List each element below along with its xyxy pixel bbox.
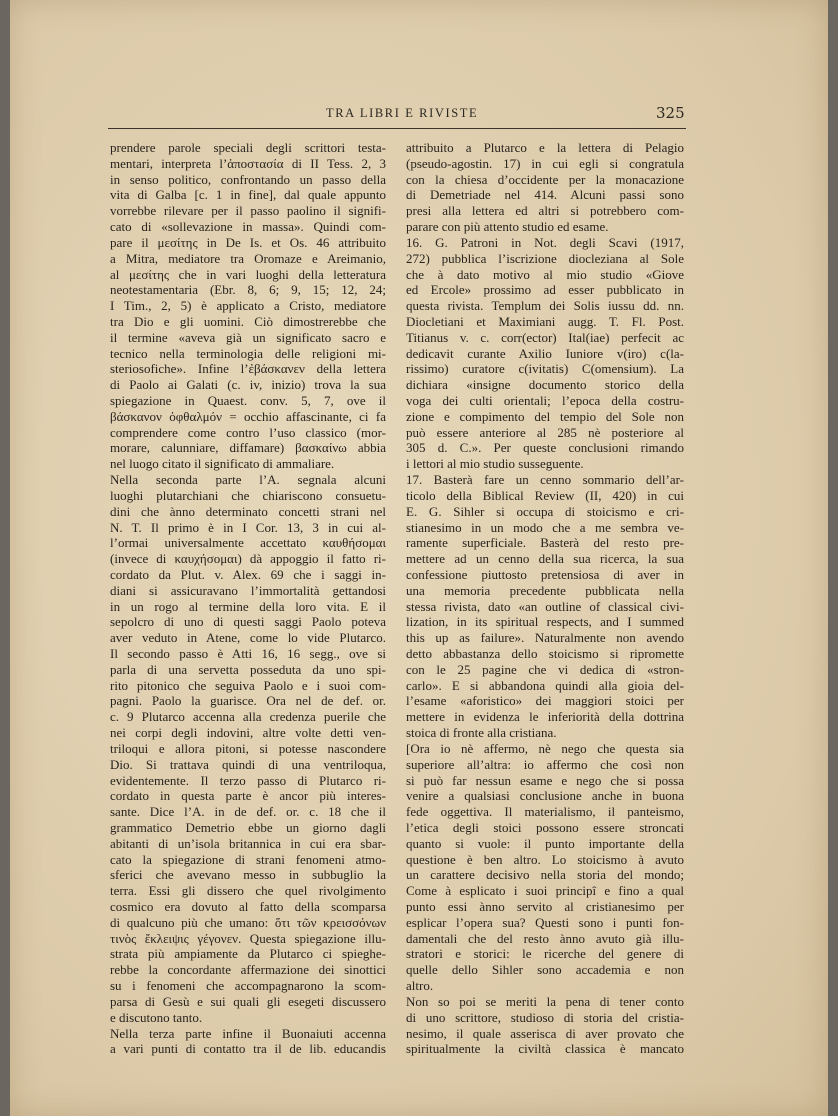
text-line: βάσκανον ὀφθαλμόν = occhio affascinante, ci fa: [110, 408, 386, 424]
text-line: il termine «aveva già un significato sacro e: [110, 329, 386, 345]
text-line: 16. G. Patroni in Not. degli Scavi (1917,: [406, 234, 684, 250]
text-line: cosmico era dovuto al fatto della scomparsa: [110, 899, 386, 914]
text-line: esplicar l’opera sua? Questi sono i punti fon-: [406, 914, 684, 930]
text-line: cordato in questa parte è ancor più interes-: [110, 788, 386, 804]
text-line: triloqui e allora pitoni, si potesse nascondere: [110, 740, 386, 756]
text-line: E. G. Sihler si occupa di stoicismo e cri-: [406, 503, 684, 519]
text-line: diani si assicuravano l’immortalità gettandosi: [110, 582, 386, 598]
text-line: in un rogo al termine della loro vita. E il: [110, 598, 386, 614]
text-line: che à dato motivo al mio studio «Giove: [406, 266, 684, 282]
text-line: Il secondo passo è Atti 16, 16 segg., ove si: [110, 646, 386, 661]
text-line: quelle dello Sihler sono accademia e non: [406, 962, 684, 978]
left-text-column: [110, 140, 386, 1057]
text-line: dini che ànno determinato concetti strani nel: [110, 503, 386, 519]
book-page: [10, 0, 828, 1116]
text-line: grammatico Demetrio ebbe un giorno dagli: [110, 819, 386, 835]
text-line: una memoria precedente pubblicata nella: [406, 582, 684, 598]
text-line: con la chiesa d’occidente per la monacazione: [406, 171, 684, 187]
text-line: al μεσίτης che in vari luoghi della letteratura: [110, 266, 386, 282]
text-line: Nella terza parte infine il Buonaiuti accenna: [110, 1025, 386, 1041]
text-line: neotestamentaria (Ebr. 8, 6; 9, 15; 12, 24;: [110, 282, 386, 298]
right-text-column: [406, 140, 684, 1057]
text-line: su i fenomeni che accompagnarono la scom-: [110, 978, 386, 994]
text-line: attribuito a Plutarco e la lettera di Pelagio: [406, 140, 684, 155]
text-line: Come à esplicato i suoi principî e fino a qual: [406, 883, 684, 899]
text-line: voga dei culti orientali; l’epoca della costru-: [406, 393, 684, 408]
text-line: comprendere come contro l’uso classico (mor-: [110, 424, 386, 440]
text-line: damentali che del resto ànno avuto già illu-: [406, 930, 684, 946]
text-line: 17. Basterà fare un cenno sommario dell’ar-: [406, 472, 684, 488]
text-line: rito pitonico che seguiva Paolo e i suoi com-: [110, 677, 386, 693]
text-line: può essere anteriore al 285 nè posteriore al: [406, 424, 684, 440]
text-line: parare con più attento studio ed esame.: [406, 219, 609, 235]
text-line: τινὸς ἔκλειψις γέγονεν. Questa spiegazione illu-: [110, 930, 386, 946]
text-line: Dio. Si trattava quindi di una ventriloqua,: [110, 756, 386, 772]
text-line: nel luogo citato il significato di ammaliare.: [110, 456, 335, 472]
text-line: e discutono tanto.: [110, 1009, 203, 1025]
text-line: pare il μεσίτης in De Is. et Os. 46 attribuito: [110, 234, 386, 250]
text-line: tecnico nella terminologia delle religioni mi-: [110, 345, 386, 361]
text-line: this up as failure». Naturalmente non avendo: [406, 630, 684, 646]
text-line: nei corpi degli indovini, altre volte detti ven-: [110, 725, 386, 741]
text-line: Titianus v. c. corr(ector) Ital(iae) perfecit ac: [406, 329, 684, 345]
text-line: luoghi plutarchiani che chiariscono consuetu-: [110, 487, 386, 503]
text-line: steriosofiche». Infine l’ἐβάσκανεν della lettera: [110, 361, 386, 377]
text-line: sferici che avevano messo in subbuglio la: [110, 867, 386, 883]
text-line: cato di «sollevazione in massa». Quindi com-: [110, 219, 386, 235]
text-line: a Mitra, mediatore tra Oromaze e Areimanio,: [110, 250, 386, 266]
text-line: zione e compimento del tempio del Sole non: [406, 408, 684, 424]
text-line: fede oggettiva. Il materialismo, il panteismo,: [406, 804, 684, 820]
text-line: Non so poi se meriti la pena di tener conto: [406, 993, 684, 1009]
text-line: vorrebbe rilevare per il passo paolino il signifi-: [110, 203, 386, 219]
text-line: lization, in its spiritual respects, and I summed: [406, 614, 684, 630]
text-line: (pseudo-agostin. 17) in cui egli si congratula: [406, 155, 684, 171]
text-line: pagni. Paolo la guarisce. Ora nel de def. or.: [110, 693, 386, 709]
text-line: ramente superficiale. Basterà del resto pre-: [406, 535, 684, 551]
text-line: vita di Galba [c. 1 in fine], dal quale appunto: [110, 187, 386, 203]
text-line: mettere in evidenza le inferiorità della dottrina: [406, 709, 684, 725]
text-line: in senso politico, confrontando un passo della: [110, 171, 386, 187]
text-line: di Paolo ai Galati (c. iv, inizio) trova la sua: [110, 377, 386, 393]
text-line: l’esame «aforistico» dei maggiori stoici per: [406, 693, 684, 709]
text-line: stianesimo in un modo che a me sembra ve-: [406, 519, 684, 535]
text-line: terra. Essi gli dissero che quel rivolgimento: [110, 883, 386, 899]
text-line: confessione piuttosto pretensiosa di aver in: [406, 566, 684, 582]
text-line: I Tim., 2, 5) è applicato a Cristo, mediatore: [110, 298, 386, 314]
text-line: ed Ercole» prossimo ad esser pubblicato in: [406, 282, 684, 298]
text-line: con le 25 pagine che vi dedica di «stron-: [406, 661, 684, 677]
text-line: sante. Dice l’A. in de def. or. c. 18 che il: [110, 804, 386, 820]
text-line: un carattere decisivo nella storia del mondo;: [406, 867, 684, 883]
text-line: l’etica degli stoici possono essere stroncati: [406, 819, 684, 835]
text-line: stessa rivista, dato «an outline of classical civi-: [406, 598, 684, 614]
text-line: parla di una servetta posseduta da uno spi-: [110, 661, 386, 677]
text-line: parsa di Gesù e sui quali gli esegeti discussero: [110, 993, 386, 1009]
text-line: strata più ampiamente da Plutarco ci spieghe-: [110, 946, 386, 962]
text-line: di Demetriade nel 414. Alcuni passi sono: [406, 187, 684, 203]
text-line: tra Dio e gli uomini. Ciò dimostrerebbe che: [110, 313, 386, 329]
text-line: ticolo della Biblical Review (II, 420) in cui: [406, 487, 684, 503]
text-line: rissimo) curatore c(ivitatis) C(omensium). La: [406, 361, 684, 377]
text-line: morare, calunniare, diffamare) βασκαίνω abbia: [110, 440, 386, 456]
text-line: superiore all’altra: io affermo che così non: [406, 756, 684, 772]
text-line: stratori e storici: le ricerche del genere di: [406, 946, 684, 962]
page-header: [10, 102, 828, 126]
page-number: 325: [656, 104, 685, 122]
text-line: Diocletiani et Maximiani augg. T. Fl. Post.: [406, 313, 684, 329]
text-line: [Ora io nè affermo, nè nego che questa sia: [406, 740, 684, 756]
text-line: sepolcro di uno di questi saggi Paolo poteva: [110, 614, 386, 630]
text-line: dichiara «insigne documento storico della: [406, 377, 684, 393]
text-line: spiegazione in Quaest. conv. 5, 7, ove il: [110, 393, 386, 408]
text-line: c. 9 Plutarco accenna alla credenza puerile che: [110, 709, 386, 725]
text-line: questione è ben altro. Lo stoicismo à avuto: [406, 851, 684, 867]
text-line: detto abbastanza dello stoicismo si ripromette: [406, 646, 684, 661]
text-line: stoica di fronte alla cristiana.: [406, 725, 557, 741]
text-line: a vari punti di contatto tra il de lib. educandis: [110, 1041, 386, 1057]
text-line: di uno scrittore, studioso di storia del cristia-: [406, 1009, 684, 1025]
text-line: punto essi ànno servito al cristianesimo per: [406, 899, 684, 914]
text-line: quanto si vuole: il punto importante della: [406, 835, 684, 851]
text-line: mentari, interpreta l’ἀποστασία di II Tess. 2, 3: [110, 155, 386, 171]
text-line: dedicavit curante Axilio Iuniore v(iro) c(la-: [406, 345, 684, 361]
text-line: venire a qualsiasi conclusione anche in buona: [406, 788, 684, 804]
text-line: (invece di καυχήσομαι) dà appoggio il fatto ri-: [110, 551, 386, 567]
text-line: di qualcuno più che umano: ὅτι τῶν κρεισσόνων: [110, 914, 386, 930]
text-line: N. T. Il primo è in I Cor. 13, 3 in cui al-: [110, 519, 386, 535]
header-rule: [108, 128, 686, 129]
text-line: 272) pubblica l’iscrizione diocleziana al Sole: [406, 250, 684, 266]
text-line: abitanti di un’isola britannica in cui era sbar-: [110, 835, 386, 851]
text-line: cordato da Plut. v. Alex. 69 che i saggi in-: [110, 566, 386, 582]
text-line: presi alla lettera ed altri si potrebbero com-: [406, 203, 684, 219]
text-line: carlo». E si abbandona quindi alla gioia del-: [406, 677, 684, 693]
text-line: prendere parole speciali degli scrittori testa-: [110, 140, 386, 155]
text-line: cato la spiegazione di strani fenomeni atmo-: [110, 851, 386, 867]
running-title: TRA LIBRI E RIVISTE: [326, 106, 479, 120]
text-line: mettere ad un cenno della sua ricerca, la sua: [406, 551, 684, 567]
text-line: nesimo, il quale asserisca di aver provato che: [406, 1025, 684, 1041]
text-line: spiritualmente la civiltà classica è mancato: [406, 1041, 684, 1057]
text-line: si può far nessun esame e nego che si possa: [406, 772, 684, 788]
text-line: evidentemente. Il terzo passo di Plutarco ri-: [110, 772, 386, 788]
text-line: aver veduto in Atene, come lo vide Plutarco.: [110, 630, 386, 646]
text-line: rebbe la concordante affermazione dei sinottici: [110, 962, 386, 978]
text-line: altro.: [406, 978, 434, 994]
text-line: Nella seconda parte l’A. segnala alcuni: [110, 472, 386, 488]
text-line: 305 d. C.». Per queste conclusioni rimando: [406, 440, 684, 456]
text-line: questa rivista. Templum dei Solis iussu dd. nn.: [406, 298, 684, 314]
text-line: l’ormai universalmente accettato καυθήσομαι: [110, 535, 386, 551]
text-line: i lettori al mio studio susseguente.: [406, 456, 584, 472]
